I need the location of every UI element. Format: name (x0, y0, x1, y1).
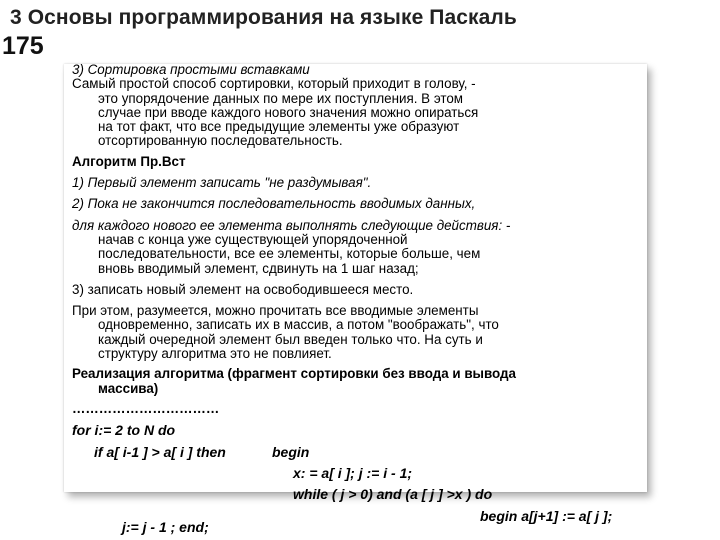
intro-line-2: это упорядочение данных по мере их поступления. В этом (98, 90, 464, 106)
step-1: 1) Первый элемент записать "не раздумывая". (72, 175, 372, 191)
intro-line-5: отсортированную последовательность. (98, 133, 343, 149)
note-line-2: одновременно, записать их в массив, а потом "воображать", что (98, 317, 499, 333)
step-2-continued: для каждого нового ее элемента выполнять следующие действия: - (72, 217, 511, 233)
step-3: 3) записать новый элемент на освободившееся место. (72, 281, 414, 297)
note-line-3: каждый очередной элемент был введен только что. На суть и (98, 331, 483, 347)
header-title: 3 Основы программирования на языке Паскаль (10, 6, 517, 29)
section-title: 3) Сортировка простыми вставками (72, 62, 310, 77)
implementation-title-2: массива) (98, 380, 159, 396)
note-line-1: При этом, разумеется, можно прочитать все вводимые элементы (72, 303, 479, 319)
code-begin: begin (272, 444, 310, 460)
step-2-sub-2: последовательности, все ее элементы, которые больше, чем (98, 246, 481, 262)
step-2-sub-1: начав с конца уже существующей упорядоченной (98, 231, 408, 247)
code-if-line: if a[ i-1 ] > a[ i ] then (94, 444, 226, 460)
intro-line-3: случае при вводе каждого нового значения можно опираться (98, 104, 479, 120)
code-while-line: while ( j > 0) and (a [ j ] >x ) do (293, 486, 493, 502)
step-2-sub-3: вновь вводимый элемент, сдвинуть на 1 шаг назад; (98, 260, 419, 276)
code-inner-begin-line: begin a[j+1] := a[ j ]; (480, 508, 613, 524)
intro-line-1: Самый простой способ сортировки, который приходит в голову, - (72, 76, 476, 92)
code-ellipsis: …………………………… (72, 400, 220, 416)
code-for-line: for i:= 2 to N do (72, 422, 176, 438)
implementation-title-1: Реализация алгоритма (фрагмент сортировки без ввода и вывода (72, 366, 516, 382)
step-2: 2) Пока не закончится последовательность вводимых данных, (72, 196, 476, 212)
intro-line-4: на тот факт, что все предыдущие элементы уже образуют (98, 119, 460, 135)
code-end-line: j:= j - 1 ; end; (122, 519, 209, 535)
code-assign-line: x: = a[ i ]; j := i - 1; (293, 465, 413, 481)
slide-text (72, 63, 642, 416)
note-line-4: структуру алгоритма это не повлияет. (98, 346, 332, 362)
algorithm-title: Алгоритм Пр.Вст (72, 153, 186, 169)
page-number: 175 (2, 32, 44, 60)
